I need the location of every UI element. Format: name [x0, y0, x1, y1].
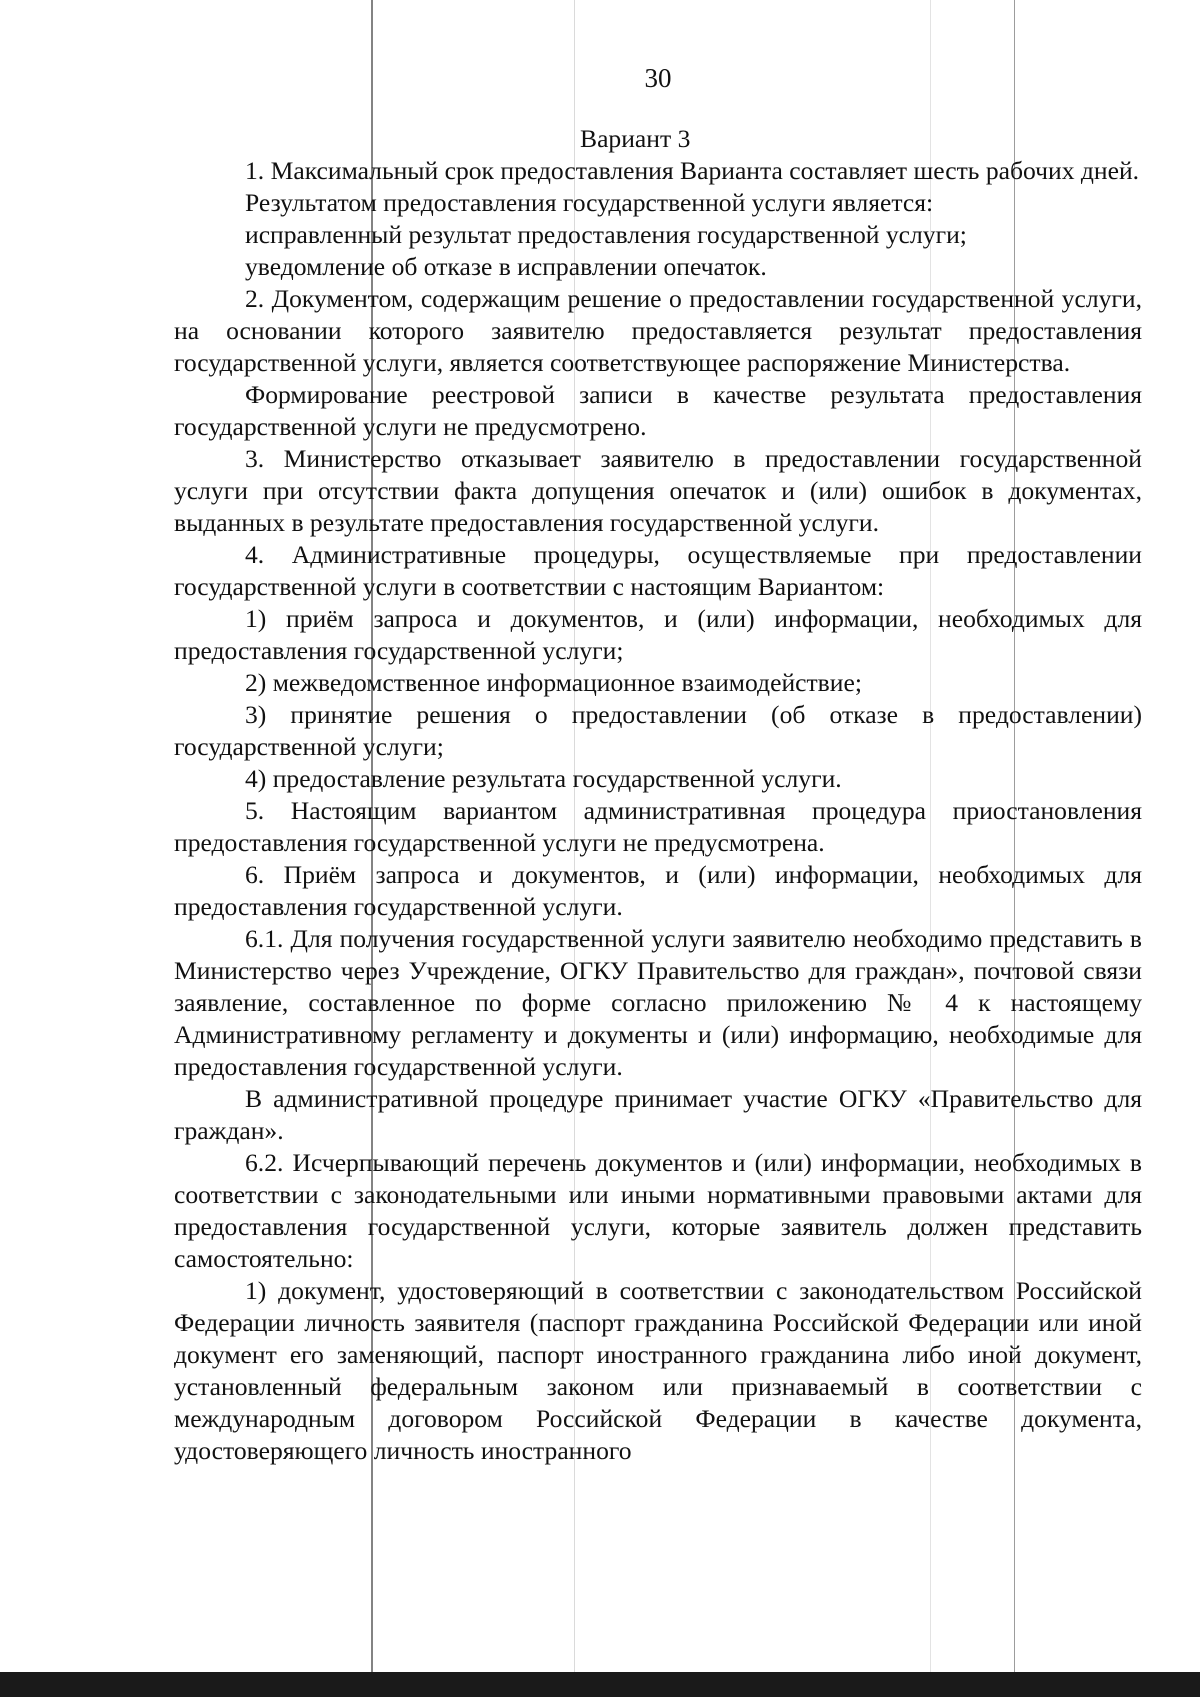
- paragraph: 4) предоставление результата государственной услуги.: [245, 764, 842, 793]
- section-heading: Вариант 3: [580, 124, 691, 153]
- paragraph: 1) приём запроса и документов, и (или) информации, необходимых для предоставления государственной услуги;: [174, 604, 1142, 665]
- paragraph: 1. Максимальный срок предоставления Варианта составляет шесть рабочих дней.: [245, 156, 1140, 185]
- paragraph: 5. Настоящим вариантом административная процедура приостановления предоставления государственной услуги не предусмотрена.: [174, 796, 1142, 857]
- paragraph: В административной процедуре принимает участие ОГКУ «Правительство для граждан».: [174, 1084, 1142, 1145]
- paragraph: Результатом предоставления государственной услуги является:: [245, 188, 934, 217]
- paragraph: уведомление об отказе в исправлении опечаток.: [245, 252, 767, 281]
- paragraph: Формирование реестровой записи в качестве результата предоставления государственной услуги не предусмотрено.: [174, 380, 1142, 441]
- paragraph: 4. Административные процедуры, осуществляемые при предоставлении государственной услуги в соответствии с настоящим Вариантом:: [174, 540, 1142, 601]
- paragraph: исправленный результат предоставления государственной услуги;: [245, 220, 967, 249]
- page-number: 30: [644, 63, 672, 93]
- paragraph: 3) принятие решения о предоставлении (об отказе в предоставлении) государственной услуги;: [174, 700, 1142, 761]
- paragraph: 6.2. Исчерпывающий перечень документов и (или) информации, необходимых в соответствии с законодательными или иными нормативными правовыми актами для предоставления государственной услуги, которые заявитель должен представить самостоятельно:: [174, 1148, 1142, 1273]
- paragraph: 2. Документом, содержащим решение о предоставлении государственной услуги, на основании которого заявителю предоставляется результат предоставления государственной услуги, является соответствующее распоряжение Министерства.: [174, 284, 1142, 377]
- paragraph: 6.1. Для получения государственной услуги заявителю необходимо представить в Министерство через Учреждение, ОГКУ Правительство для граждан», почтовой связи заявление, составленное по форме согласно приложению № 4 к настоящему Административному регламенту и документы и (или) информацию, необходимые для предоставления государственной услуги.: [174, 924, 1142, 1081]
- paragraph: 2) межведомственное информационное взаимодействие;: [245, 668, 862, 697]
- paragraph: 6. Приём запроса и документов, и (или) информации, необходимых для предоставления государственной услуги.: [174, 860, 1142, 921]
- scan-border: [0, 1672, 1200, 1697]
- paragraph: 1) документ, удостоверяющий в соответствии с законодательством Российской Федерации личность заявителя (паспорт гражданина Российской Федерации или иной документ его заменяющий, паспорт иностранного гражданина либо иной документ, установленный федеральным законом или признаваемый в соответствии с международным договором Российской Федерации в качестве документа, удостоверяющего личность иностранного: [174, 1276, 1142, 1465]
- paragraph: 3. Министерство отказывает заявителю в предоставлении государственной услуги при отсутствии факта допущения опечаток и (или) ошибок в документах, выданных в результате предоставления государственной услуги.: [174, 444, 1142, 537]
- document-body: [174, 123, 1142, 1467]
